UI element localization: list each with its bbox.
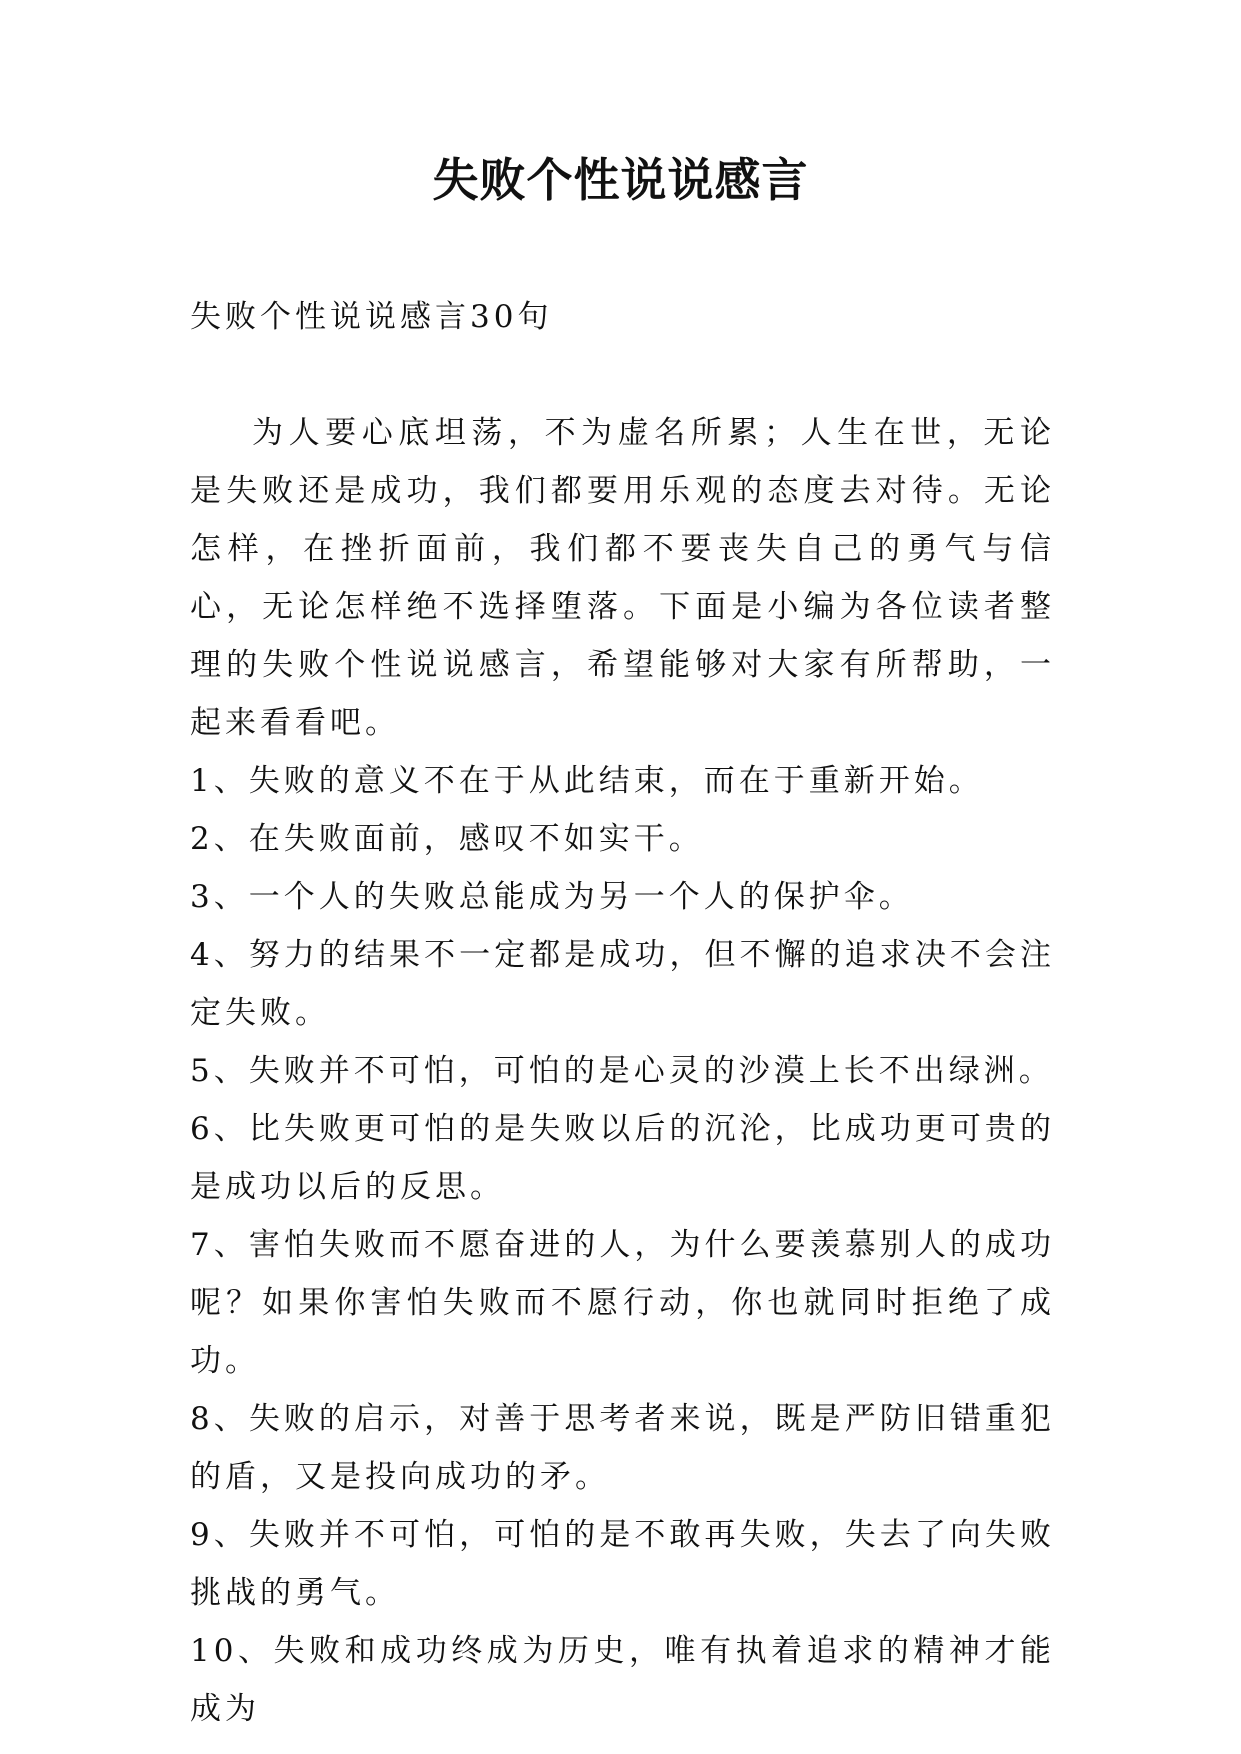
list-item: 8、失败的启示，对善于思考者来说，既是严防旧错重犯的盾，又是投向成功的矛。	[190, 1401, 1055, 1495]
list-item: 2、在失败面前，感叹不如实干。	[190, 821, 704, 857]
list-item: 6、比失败更可怕的是失败以后的沉沦，比成功更可贵的是成功以后的反思。	[190, 1111, 1055, 1205]
list-item: 7、害怕失败而不愿奋进的人，为什么要羡慕别人的成功呢？如果你害怕失败而不愿行动，你也就同时拒绝了成功。	[190, 1227, 1055, 1379]
list-item: 10、失败和成功终成为历史，唯有执着追求的精神才能成为	[190, 1633, 1055, 1727]
list-item: 5、失败并不可怕，可怕的是心灵的沙漠上长不出绿洲。	[190, 1053, 1054, 1089]
document-body	[190, 288, 1055, 1738]
intro-paragraph: 为人要心底坦荡，不为虚名所累；人生在世，无论是失败还是成功，我们都要用乐观的态度去对待。无论怎样，在挫折面前，我们都不要丧失自己的勇气与信心，无论怎样绝不选择堕落。下面是小编为各位读者整理的失败个性说说感言，希望能够对大家有所帮助，一起来看看吧。	[190, 415, 1055, 741]
list-item: 4、努力的结果不一定都是成功，但不懈的追求决不会注定失败。	[190, 937, 1055, 1031]
list-item: 3、一个人的失败总能成为另一个人的保护伞。	[190, 879, 914, 915]
document-title: 失败个性说说感言	[432, 153, 809, 207]
document-subtitle: 失败个性说说感言30句	[190, 299, 553, 335]
list-item: 1、失败的意义不在于从此结束，而在于重新开始。	[190, 763, 984, 799]
list-item: 9、失败并不可怕，可怕的是不敢再失败，失去了向失败挑战的勇气。	[190, 1517, 1055, 1611]
